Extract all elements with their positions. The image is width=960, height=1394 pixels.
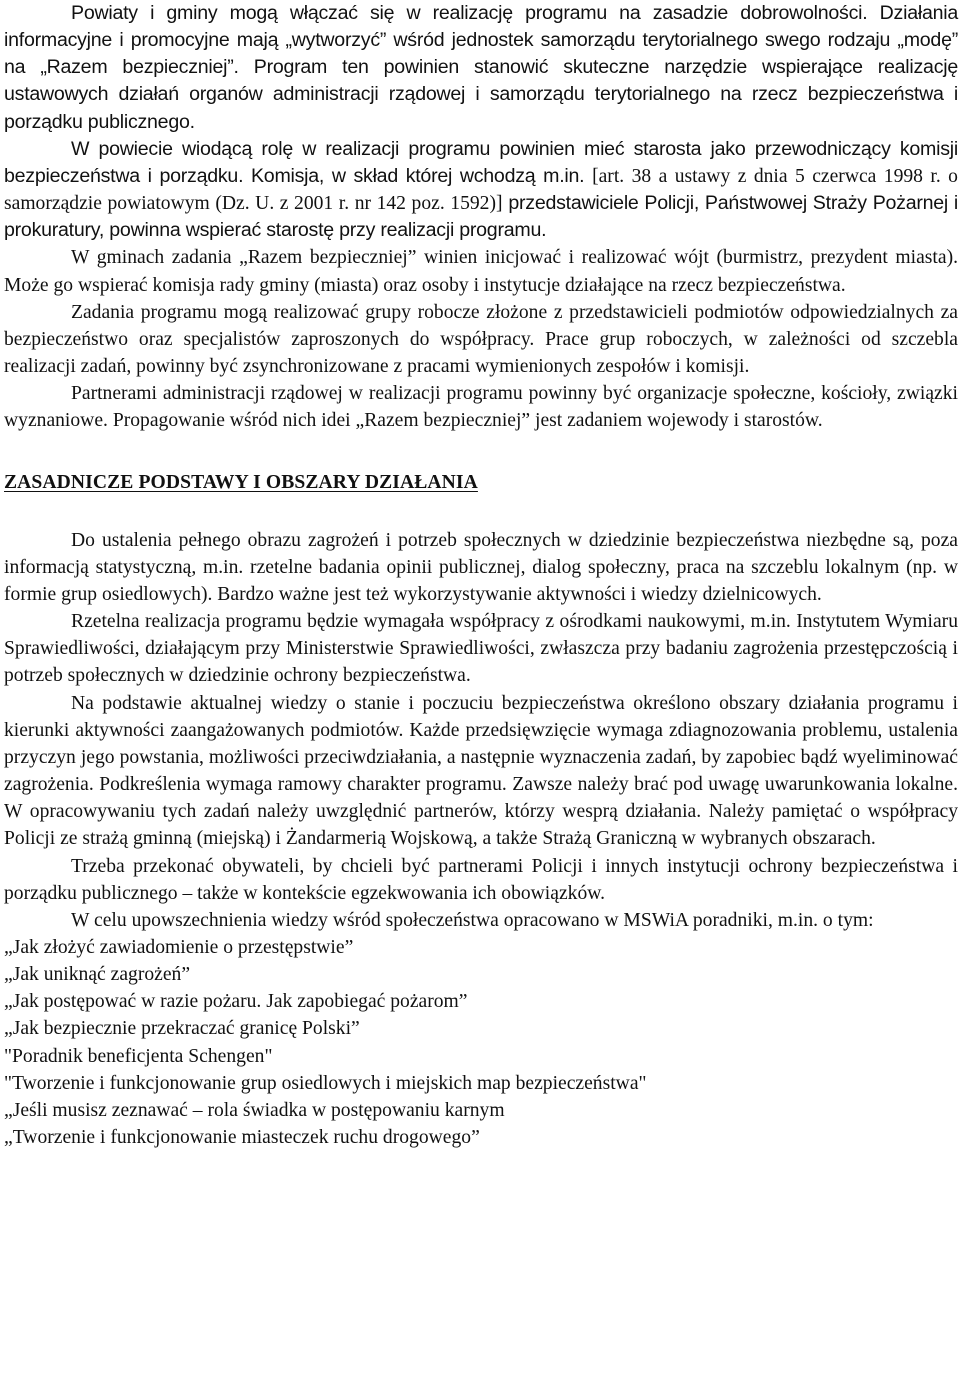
text-run: przedstawiciele Policji, Państwowej Straży Pożarnej i prokuratury, powinna wspierać starostę przy realizacji programu. — [4, 192, 958, 242]
text-run: Zadania programu mogą realizować grupy robocze złożone z przedstawicieli podmiotów odpowiedzialnych za bezpieczeństwo oraz specjalistów zaproszonych do współpracy. Prace grup roboczych, w zależności od szczebla realizacji zadań, powinny być zsynchronizowane z pracami wymienionych zespołów i komisji. — [4, 301, 958, 378]
paragraph-p1 — [4, 0, 958, 136]
text-run: W celu upowszechnienia wiedzy wśród społeczeństwa opracowano w MSWiA poradniki, m.in. o tym: — [71, 909, 874, 931]
text-run: Partnerami administracji rządowej w realizacji programu powinny być organizacje społeczne, kościoły, związki wyznaniowe. Propagowanie wśród nich idei „Razem bezpieczniej” jest zadaniem wojewody i starostów. — [4, 383, 958, 432]
text-run: Na podstawie aktualnej wiedzy o stanie i poczuciu bezpieczeństwa określono obszary działania programu i kierunki aktywności zaangażowanych podmiotów. Każde przedsięwzięcie wymaga zdiagnozowania problemu, ustalenia przyczyn jego powstania, możliwości przeciwdziałania, a następnie wyznaczenia zadań, by zapobiec bądź wyeliminować zagrożenia. Podkreślenia wymaga ramowy charakter programu. Zawsze należy brać pod uwagę uwarunkowania lokalne. W opracowywaniu tych zadań należy uwzględnić partnerów, którzy wesprą działania. Należy pamiętać o współpracy Policji ze strażą gminną (miejską) i Żandarmerią Wojskową, a także Strażą Graniczną w wybranych obszarach. — [4, 692, 958, 850]
guide-list-item: „Jak bezpiecznie przekraczać granicę Polski” — [4, 1018, 360, 1040]
text-run: W gminach zadania „Razem bezpieczniej” winien inicjować i realizować wójt (burmistrz, prezydent miasta). Może go wspierać komisja rady gminy (miasta) oraz osoby i instytucje działające na rzecz bezpieczeństwa. — [4, 247, 958, 296]
guide-list-item: "Poradnik beneficjenta Schengen" — [4, 1045, 273, 1067]
paragraph-p3 — [4, 244, 958, 298]
text-run: Trzeba przekonać obywateli, by chcieli być partnerami Policji i innych instytucji ochrony bezpieczeństwa i porządku publicznego – także w kontekście egzekwowania ich obowiązków. — [4, 855, 958, 904]
paragraph-p9 — [4, 853, 958, 907]
text-run: Rzetelna realizacja programu będzie wymagała współpracy z ośrodkami naukowymi, m.in. Instytutem Wymiaru Sprawiedliwości, działającym przy Ministerstwie Sprawiedliwości, zwłaszcza przy badaniu zagrożenia przestępczością i potrzeb społecznych w dziedzinie ochrony bezpieczeństwa. — [4, 611, 958, 687]
guide-list-item: „Jak uniknąć zagrożeń” — [4, 964, 191, 986]
guide-list-item: „Tworzenie i funkcjonowanie miasteczek ruchu drogowego” — [4, 1127, 480, 1149]
text-run: Powiaty i gminy mogą włączać się w realizację programu na zasadzie dobrowolności. Działania informacyjne i promocyjne mają „wytworzyć” wśród jednostek samorządu terytorialnego swego rodzaju „modę” na „Razem bezpieczniej”. Program ten powinien stanowić skuteczne narzędzie wspierające realizację ustawowych działań organów administracji rządowej i samorządu terytorialnego na rzecz bezpieczeństwa i porządku publicznego. — [4, 2, 958, 133]
paragraph-p8 — [4, 690, 958, 853]
guides-list — [4, 934, 958, 1151]
paragraph-p4 — [4, 299, 958, 380]
paragraph-p10 — [4, 907, 958, 934]
text-run: W powiecie wiodącą rolę w realizacji programu powinien mieć starosta jako przewodniczący komisji bezpieczeństwa i porządku. Komisja, w skład której wchodzą m.in. — [4, 137, 958, 187]
paragraph-p5 — [4, 380, 958, 434]
paragraph-p6 — [4, 527, 958, 608]
section-heading: ZASADNICZE PODSTAWY I OBSZARY DZIAŁANIA — [4, 471, 478, 493]
text-run: [art. 38 a ustawy z dnia 5 czerwca 1998 r. o samorządzie powiatowym (Dz. U. z 2001 r. nr 142 poz. 1592)] — [4, 165, 958, 215]
guide-list-item: „Jak postępować w razie pożaru. Jak zapobiegać pożarom” — [4, 991, 468, 1013]
paragraphs-top — [4, 0, 958, 435]
guide-list-item: „Jak złożyć zawiadomienie o przestępstwie” — [4, 937, 354, 958]
paragraph-p7 — [4, 608, 958, 689]
paragraph-p2 — [4, 136, 958, 245]
guide-list-item: "Tworzenie i funkcjonowanie grup osiedlowych i miejskich map bezpieczeństwa" — [4, 1072, 647, 1094]
text-run: Do ustalenia pełnego obrazu zagrożeń i potrzeb społecznych w dziedzinie bezpieczeństwa niezbędne są, poza informacją statystyczną, m.in. rzetelne badania opinii publicznej, dialog społeczny, praca na szczeblu lokalnym (np. w formie grup osiedlowych). Bardzo ważne jest też wykorzystywanie aktywności i wiedzy dzielnicowych. — [4, 529, 958, 605]
paragraphs-bottom — [4, 527, 958, 934]
guide-list-item: „Jeśli musisz zeznawać – rola świadka w postępowaniu karnym — [4, 1099, 505, 1121]
document-page — [4, 0, 958, 1151]
